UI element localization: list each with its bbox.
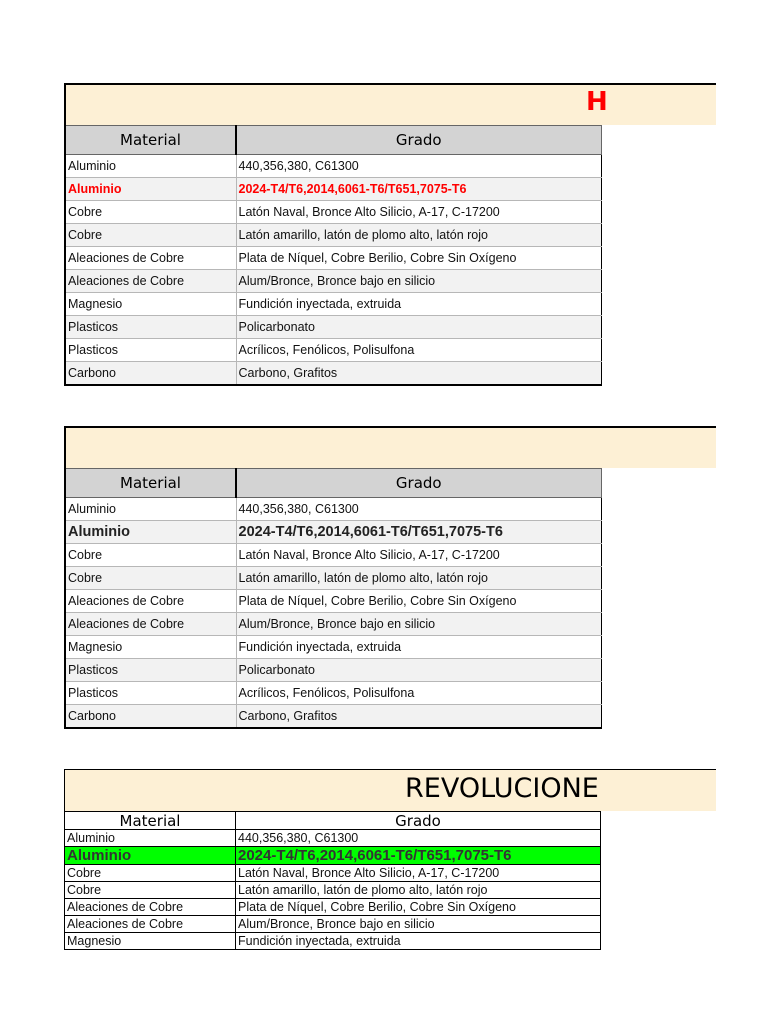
material-cell[interactable]: Aleaciones de Cobre xyxy=(65,613,236,636)
table-row xyxy=(65,830,601,847)
grado-cell[interactable]: Fundición inyectada, extruida xyxy=(236,293,601,316)
table-row xyxy=(65,682,601,705)
material-cell[interactable]: Cobre xyxy=(65,201,236,224)
grado-cell[interactable]: Latón Naval, Bronce Alto Silicio, A-17, C-17200 xyxy=(236,865,601,882)
table-row xyxy=(65,567,601,590)
grado-cell[interactable]: 440,356,380, C61300 xyxy=(236,155,601,178)
table-row xyxy=(65,882,601,899)
material-cell[interactable]: Plasticos xyxy=(65,339,236,362)
column-header-material: Material xyxy=(65,126,236,155)
table-row xyxy=(65,155,601,178)
table-row-highlighted xyxy=(65,847,601,865)
column-header-grado: Grado xyxy=(236,812,601,830)
grado-cell[interactable]: 440,356,380, C61300 xyxy=(236,830,601,847)
grado-cell[interactable]: Policarbonato xyxy=(236,316,601,339)
grado-cell[interactable]: Plata de Níquel, Cobre Berilio, Cobre Sin Oxígeno xyxy=(236,247,601,270)
table-row xyxy=(65,613,601,636)
grado-cell[interactable]: 2024-T4/T6,2014,6061-T6/T651,7075-T6 xyxy=(236,178,601,201)
table-2-banner xyxy=(64,426,716,468)
table-header-row xyxy=(65,469,601,498)
material-cell[interactable]: Carbono xyxy=(65,705,236,729)
table-row xyxy=(65,659,601,682)
table-1-banner xyxy=(64,83,716,125)
material-cell[interactable]: Aluminio xyxy=(65,830,236,847)
table-row xyxy=(65,916,601,933)
table-row-highlighted xyxy=(65,178,601,201)
material-cell[interactable]: Cobre xyxy=(65,224,236,247)
material-cell[interactable]: Magnesio xyxy=(65,933,236,950)
material-cell[interactable]: Cobre xyxy=(65,882,236,899)
material-cell[interactable]: Plasticos xyxy=(65,316,236,339)
grado-cell[interactable]: Latón amarillo, latón de plomo alto, latón rojo xyxy=(236,224,601,247)
table-row xyxy=(65,498,601,521)
material-cell[interactable]: Aluminio xyxy=(65,178,236,201)
table-row xyxy=(65,590,601,613)
table-row xyxy=(65,636,601,659)
table-row xyxy=(65,270,601,293)
material-cell[interactable]: Aluminio xyxy=(65,521,236,544)
grado-cell[interactable]: Carbono, Grafitos xyxy=(236,362,601,386)
grado-cell[interactable]: Fundición inyectada, extruida xyxy=(236,636,601,659)
column-header-grado: Grado xyxy=(236,469,601,498)
table-row xyxy=(65,224,601,247)
grado-cell[interactable]: Acrílicos, Fenólicos, Polisulfona xyxy=(236,682,601,705)
column-header-material: Material xyxy=(65,469,236,498)
material-cell[interactable]: Cobre xyxy=(65,567,236,590)
grado-cell[interactable]: 2024-T4/T6,2014,6061-T6/T651,7075-T6 xyxy=(236,847,601,865)
materials-table-1 xyxy=(64,125,602,386)
table-3-banner xyxy=(64,769,716,811)
grado-cell[interactable]: Policarbonato xyxy=(236,659,601,682)
table-row xyxy=(65,339,601,362)
grado-cell[interactable]: Alum/Bronce, Bronce bajo en silicio xyxy=(236,270,601,293)
table-row xyxy=(65,933,601,950)
grado-cell[interactable]: Fundición inyectada, extruida xyxy=(236,933,601,950)
material-cell[interactable]: Plasticos xyxy=(65,659,236,682)
grado-cell[interactable]: Latón Naval, Bronce Alto Silicio, A-17, C-17200 xyxy=(236,201,601,224)
table-header-row xyxy=(65,812,601,830)
material-cell[interactable]: Aluminio xyxy=(65,847,236,865)
material-cell[interactable]: Cobre xyxy=(65,865,236,882)
materials-table-2 xyxy=(64,468,602,729)
column-header-material: Material xyxy=(65,812,236,830)
table-row xyxy=(65,705,601,729)
grado-cell[interactable]: Plata de Níquel, Cobre Berilio, Cobre Sin Oxígeno xyxy=(236,899,601,916)
material-cell[interactable]: Carbono xyxy=(65,362,236,386)
column-header-grado: Grado xyxy=(236,126,601,155)
grado-cell[interactable]: Alum/Bronce, Bronce bajo en silicio xyxy=(236,916,601,933)
grado-cell[interactable]: Alum/Bronce, Bronce bajo en silicio xyxy=(236,613,601,636)
material-cell[interactable]: Aleaciones de Cobre xyxy=(65,247,236,270)
table-row xyxy=(65,247,601,270)
material-cell[interactable]: Cobre xyxy=(65,544,236,567)
table-row xyxy=(65,201,601,224)
material-cell[interactable]: Aluminio xyxy=(65,155,236,178)
table-row xyxy=(65,316,601,339)
materials-table-3 xyxy=(64,811,601,950)
grado-cell[interactable]: Latón amarillo, latón de plomo alto, latón rojo xyxy=(236,882,601,899)
grado-cell[interactable]: Latón amarillo, latón de plomo alto, latón rojo xyxy=(236,567,601,590)
table-row xyxy=(65,865,601,882)
table-row xyxy=(65,899,601,916)
table-3-title: REVOLUCIONE xyxy=(405,773,599,804)
table-row-highlighted xyxy=(65,521,601,544)
material-cell[interactable]: Magnesio xyxy=(65,293,236,316)
material-cell[interactable]: Aleaciones de Cobre xyxy=(65,899,236,916)
grado-cell[interactable]: Carbono, Grafitos xyxy=(236,705,601,729)
table-row xyxy=(65,544,601,567)
table-row xyxy=(65,362,601,386)
table-1-title: H xyxy=(586,87,608,117)
table-row xyxy=(65,293,601,316)
table-header-row xyxy=(65,126,601,155)
material-cell[interactable]: Aleaciones de Cobre xyxy=(65,590,236,613)
grado-cell[interactable]: Latón Naval, Bronce Alto Silicio, A-17, C-17200 xyxy=(236,544,601,567)
grado-cell[interactable]: Acrílicos, Fenólicos, Polisulfona xyxy=(236,339,601,362)
grado-cell[interactable]: 440,356,380, C61300 xyxy=(236,498,601,521)
grado-cell[interactable]: 2024-T4/T6,2014,6061-T6/T651,7075-T6 xyxy=(236,521,601,544)
material-cell[interactable]: Plasticos xyxy=(65,682,236,705)
material-cell[interactable]: Magnesio xyxy=(65,636,236,659)
material-cell[interactable]: Aleaciones de Cobre xyxy=(65,916,236,933)
grado-cell[interactable]: Plata de Níquel, Cobre Berilio, Cobre Sin Oxígeno xyxy=(236,590,601,613)
material-cell[interactable]: Aleaciones de Cobre xyxy=(65,270,236,293)
material-cell[interactable]: Aluminio xyxy=(65,498,236,521)
